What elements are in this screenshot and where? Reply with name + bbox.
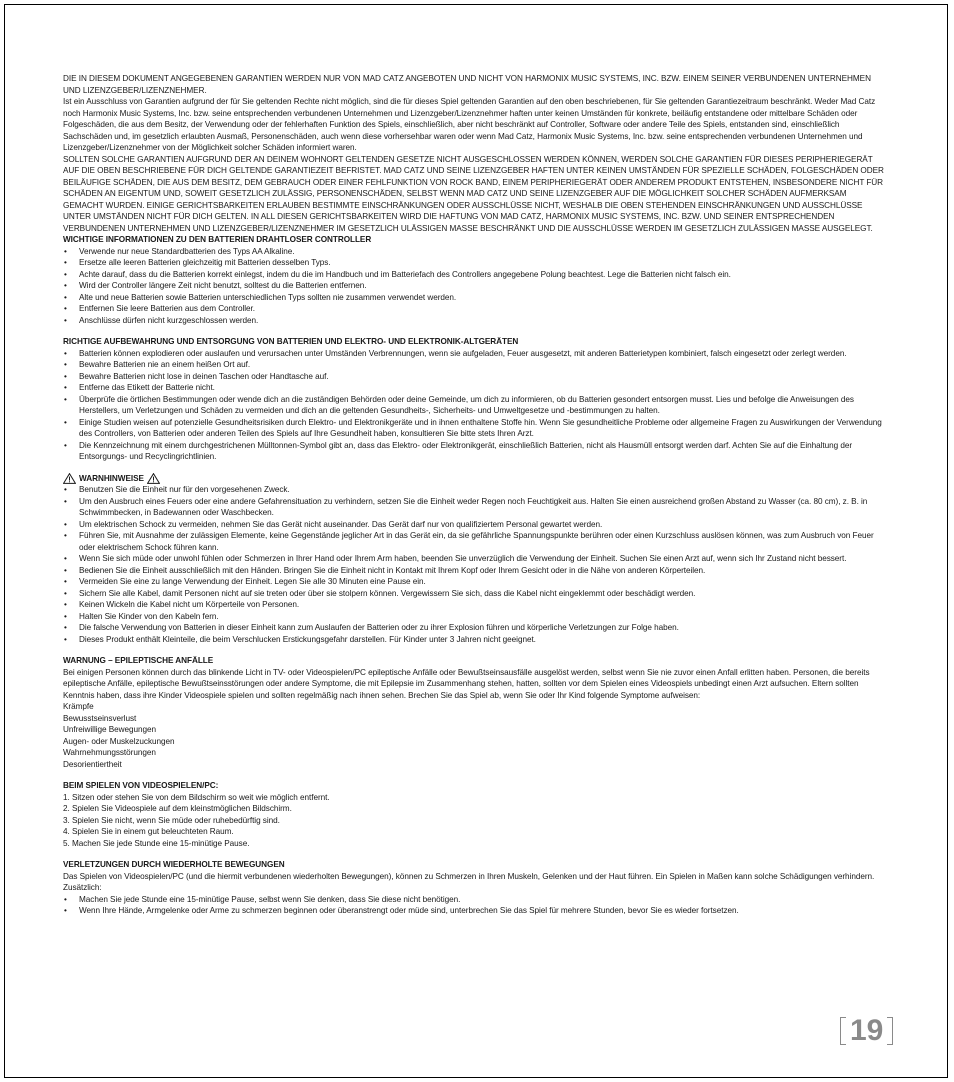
bracket-right xyxy=(887,1017,893,1045)
list-item: • Entfernen Sie leere Batterien aus dem Controller. xyxy=(63,303,889,315)
list-item: • Bewahre Batterien nicht lose in deinen Taschen oder Handtasche auf. xyxy=(63,371,889,383)
disposal-heading: RICHTIGE AUFBEWAHRUNG UND ENTSORGUNG VON BATTERIEN UND ELEKTRO- UND ELEKTRONIK-ALTGERÄTEN xyxy=(63,337,519,346)
warning-icon xyxy=(147,473,160,484)
intro-disclaimer: DIE IN DIESEM DOKUMENT ANGEGEBENEN GARANTIEN WERDEN NUR VON MAD CATZ ANGEBOTEN UND NICHT VON HARMONIX MUSIC SYSTEMS, INC. BZW. EINEM SEINER VERBUNDENEN UNTERNEHMEN UND LIZENZGEBER/LIZENZNEHMER. xyxy=(63,74,871,95)
repetitive-heading: VERLETZUNGEN DURCH WIEDERHOLTE BEWEGUNGEN xyxy=(63,860,285,869)
disposal-section xyxy=(63,336,889,463)
list-item: • Um den Ausbruch eines Feuers oder eine andere Gefahrensituation zu verhindern, setzen Sie die Einheit weder Regen noch Feuchtigkeit aus. Halten Sie einen ausreichend großen Abstand zu Wasser (ca. 80 cm), z. B. in Schwimmbecken, in Badewannen oder Waschbecken. xyxy=(63,496,889,519)
list-item: 3. Spielen Sie nicht, wenn Sie müde oder ruhebedürftig sind. xyxy=(63,815,280,825)
page-number xyxy=(840,1014,893,1048)
list-item: • Machen Sie jede Stunde eine 15-minütige Pause, selbst wenn Sie denken, dass Sie diese nicht benötigen. xyxy=(63,894,889,906)
epilepsy-text: Bei einigen Personen können durch das blinkende Licht in TV- oder Videospielen/PC epileptische Anfälle oder Bewußtseinsausfälle ausgelöst werden, selbst wenn Sie nie zuvor einen Anfall erlitten haben. Personen, die bereits epileptische Anfälle, epileptische Bewußtseinsstörungen oder andere Symptome, die mit Epilepsie im Zusammenhang stehen, hatten, sollten vor dem Spielen eines Videospiels unbedingt einen Arzt aufsuchen. Eltern sollten Kenntnis haben, dass ihre Kinder Videospiele spielen und sollten regelmäßig nach ihnen sehen. Brechen Sie das Spiel ab, wenn Sie oder Ihr Kind folgende Symptome aufweisen: xyxy=(63,667,870,700)
bracket-left xyxy=(840,1017,846,1045)
list-item: 5. Machen Sie jede Stunde eine 15-minütige Pause. xyxy=(63,838,250,848)
list-item: • Keinen Wickeln die Kabel nicht um Körperteile von Personen. xyxy=(63,599,889,611)
list-item: Krämpfe xyxy=(63,702,94,711)
list-item: • Wenn Sie sich müde oder unwohl fühlen oder Schmerzen in Ihrer Hand oder Ihrem Arm haben, beenden Sie unverzüglich die Verwendung der Einheit. Suchen Sie einen Arzt auf, wenn sich Ihr Zustand nicht bessert. xyxy=(63,553,889,565)
epilepsy-section xyxy=(63,655,889,770)
list-item: • Wird der Controller längere Zeit nicht benutzt, solltest du die Batterien entfernen. xyxy=(63,280,889,292)
list-item: • Vermeiden Sie eine zu lange Verwendung der Einheit. Legen Sie alle 30 Minuten eine Pause ein. xyxy=(63,576,889,588)
list-item: • Batterien können explodieren oder auslaufen und verursachen unter Umständen Verbrennungen, wenn sie aufgeladen, Feuer ausgesetzt, mit anderen Batterietypen kombiniert, falsch eingesetzt oder zerlegt werden. xyxy=(63,348,889,360)
list-item: • Führen Sie, mit Ausnahme der zulässigen Elemente, keine Gegenstände jeglicher Art in das Gerät ein, da sie gefährliche Spannungspunkte berühren oder einen Kurzschluss auslösen können, was zum Ausbruch von Feuer oder elektrischem Schock führen kann. xyxy=(63,530,889,553)
list-item: • Überprüfe die örtlichen Bestimmungen oder wende dich an die zuständigen Behörden oder deine Gemeinde, um dich zu informieren, ob du Batterien gesondert entsorgen musst. Lies und befolge die Anweisungen des Herstellers, um Verletzungen und Schäden zu vermeiden und dich an die geltenden Gesundheits-, Sicherheits- und Umweltgesetze und -bestimmungen zu halten. xyxy=(63,394,889,417)
list-item: • Um elektrischen Schock zu vermeiden, nehmen Sie das Gerät nicht auseinander. Das Gerät darf nur von qualifiziertem Personal gewartet werden. xyxy=(63,519,889,531)
repetitive-section xyxy=(63,859,889,917)
list-item: • Ersetze alle leeren Batterien gleichzeitig mit Batterien desselben Typs. xyxy=(63,257,889,269)
disposal-list xyxy=(63,348,889,463)
repetitive-text: Das Spielen von Videospielen/PC (und die hiermit verbundenen wiederholten Bewegungen), können zu Schmerzen in Ihren Muskeln, Gelenken und der Haut führen. Ein Spielen in Maßen kann solche Schädigungen verhindern. Zusätzlich: xyxy=(63,871,875,892)
list-item: • Verwende nur neue Standardbatterien des Typs AA Alkaline. xyxy=(63,246,889,258)
warnings-heading-row xyxy=(63,473,889,485)
list-item: • Bewahre Batterien nie an einem heißen Ort auf. xyxy=(63,359,889,371)
list-item: 2. Spielen Sie Videospiele auf dem kleinstmöglichen Bildschirm. xyxy=(63,804,292,813)
list-item: • Die Kennzeichnung mit einem durchgestrichenen Mülltonnen-Symbol gibt an, dass das Elektro- oder Elektronikgerät, einschließlich Batterien, nicht als Hausmüll entsorgt werden darf. Achten Sie auf die Einhaltung der Entsorgungs- und Recyclingrichtlinien. xyxy=(63,440,889,463)
page-number-text: 19 xyxy=(850,1014,884,1047)
list-item: • Entferne das Etikett der Batterie nicht. xyxy=(63,382,889,394)
list-item: • Die falsche Verwendung von Batterien in dieser Einheit kann zum Auslaufen der Batterien oder zu ihrer Explosion führen und körperliche Verletzungen zur Folge haben. xyxy=(63,622,889,634)
playing-heading: BEIM SPIELEN VON VIDEOSPIELEN/PC: xyxy=(63,781,219,790)
list-item: • Benutzen Sie die Einheit nur für den vorgesehenen Zweck. xyxy=(63,484,889,496)
list-item: • Halten Sie Kinder von den Kabeln fern. xyxy=(63,611,889,623)
epilepsy-heading: WARNUNG – EPILEPTISCHE ANFÄLLE xyxy=(63,656,214,665)
list-item: • Alte und neue Batterien sowie Batterien unterschiedlichen Typs sollten nie zusammen verwendet werden. xyxy=(63,292,889,304)
playing-section xyxy=(63,780,889,849)
list-item: • Dieses Produkt enthält Kleinteile, die beim Verschlucken Erstickungsgefahr darstellen. Für Kinder unter 3 Jahren nicht geeignet. xyxy=(63,634,889,646)
list-item: Desorientiertheit xyxy=(63,759,122,769)
playing-list xyxy=(63,792,889,850)
list-item: • Wenn Ihre Hände, Armgelenke oder Arme zu schmerzen beginnen oder überanstrengt oder müde sind, unterbrechen Sie das Spiel für mehrere Stunden, bevor Sie es wieder fortsetzen. xyxy=(63,905,889,917)
warnings-section xyxy=(63,473,889,646)
intro-liability: SOLLTEN SOLCHE GARANTIEN AUFGRUND DER AN DEINEM WOHNORT GELTENDEN GESETZE NICHT AUSGESCHLOSSEN WERDEN KÖNNEN, WERDEN SOLCHE GARANTIEN FÜR DIESES PERIPHERIEGERÄT AUF DIE OBEN BESCHRIEBENE FÜR DICH GELTENDE GARANTIEZEIT BEFRISTET. MAD CATZ UND SEINE LIZENZGEBER HAFTEN UNTER KEINEN UMSTÄNDEN FÜR SPEZIELLE SCHÄDEN, FOLGESCHÄDEN ODER BEILÄUFIGE SCHÄDEN, DIE AUS DEM BESITZ, DEM GEBRAUCH ODER EINER FEHLFUNKTION VON ROCK BAND, EINEM PERIPHERIEGERÄT ODER ANDEREM PRODUKT ENTSTEHEN, INSBESONDERE NICHT FÜR SCHÄDEN AN EIGENTUM UND, SOWEIT GESETZLICH ZULÄSSIG, PERSONENSCHÄDEN, SELBST WENN MAD CATZ UND SEINE LIZENZGEBER AUF DIE MÖGLICHKEIT SOLCHER SCHÄDEN AUFMERKSAM GEMACHT WURDEN. EINIGE GERICHTSBARKEITEN ERLAUBEN BESTIMMTE EINSCHRÄNKUNGEN ODER AUSSCHLÜSSE NICHT, WESHALB DIE OBEN STEHENDEN EINSCHRÄNKUNGEN UND AUSSCHLÜSSE UNTER UMSTÄNDEN NICHT FÜR DICH GELTEN. IN ALL DIESEN GERICHTSBARKEITEN WIRD DIE HAFTUNG VON MAD CATZ, HARMONIX MUSIC SYSTEMS, INC. BZW. UND SEINER ENTSPRECHENDEN VERBUNDENEN UNTERNEHMEN UND LIZENZGEBER/LIZENZNEHMER IM GESETZLICH ULÄSSIGEN MASSE BESCHRÄNKT UND DIE AUSSCHLÜSSE WERDEN IM GESETZLICH ZULÄSSIGEN MASSE AUSGELEGT. xyxy=(63,154,884,233)
list-item: Unfreiwillige Bewegungen xyxy=(63,725,157,734)
list-item: Bewusstseinsverlust xyxy=(63,713,137,723)
repetitive-list xyxy=(63,894,889,917)
list-item: 4. Spielen Sie in einem gut beleuchteten Raum. xyxy=(63,827,234,836)
list-item: • Bedienen Sie die Einheit ausschließlich mit den Händen. Bringen Sie die Einheit nicht in Kontakt mit Ihrem Kopf oder Ihrem Gesicht oder in die Nähe von anderen Körperteilen. xyxy=(63,565,889,577)
document-body xyxy=(63,73,889,927)
list-item: • Einige Studien weisen auf potenzielle Gesundheitsrisiken durch Elektro- und Elektronikgeräte und in ihnen enthaltene Stoffe hin. Wenn Sie gesundheitliche Probleme oder allgemeine Fragen zu Auswirkungen der Verwendung des Controllers, von Batterien oder anderen Teilen des Spiels auf Ihre Gesundheit haben, konsultieren Sie bitte stets Ihren Arzt. xyxy=(63,417,889,440)
list-item: Augen- oder Muskelzuckungen xyxy=(63,736,175,746)
list-item: • Anschlüsse dürfen nicht kurzgeschlossen werden. xyxy=(63,315,889,327)
battery-info-section xyxy=(63,234,889,326)
list-item: • Achte darauf, dass du die Batterien korrekt einlegst, indem du die im Handbuch und im Batteriefach des Controllers angegebene Polung beachtest. Lege die Batterien nicht falsch ein. xyxy=(63,269,889,281)
symptom-list xyxy=(63,701,889,770)
warnings-heading: WARNHINWEISE xyxy=(79,473,144,483)
intro-exclusion: Ist ein Ausschluss von Garantien aufgrund der für Sie geltenden Rechte nicht möglich, sind die für dieses Spiel geltenden Garantien auf den oben beschriebenen, für Sie geltenden Garantiezeitraum beschränkt. Weder Mad Catz noch Harmonix Music Systems, Inc. bzw. seine entsprechenden verbundenen Unternehmen und Lizenzgeber/Lizenznehmer haften unter keinen Umständen für konkrete, beiläufig entstandene oder mittelbare Schäden oder Folgeschäden, die aus dem Besitz, der Verwendung oder der fehlerhaften Funktion des Spiels, einschließlich, aber nicht beschränkt auf Controller, Software oder andere Teile des Spiels, entstanden sind, einschließlich Sachschäden und, im gesetzlich erlaubten Ausmaß, Personenschäden, auch wenn diese vorhersehbar waren oder wenn Mad Catz, Harmonix Music Systems, Inc. bzw. seine entsprechenden verbundenen Unternehmen und Lizenzgeber/Lizenznehmer von der Möglichkeit solcher Schäden informiert waren. xyxy=(63,97,876,152)
warnings-list xyxy=(63,484,889,645)
battery-info-heading: WICHTIGE INFORMATIONEN ZU DEN BATTERIEN DRAHTLOSER CONTROLLER xyxy=(63,235,372,244)
list-item: Wahrnehmungsstörungen xyxy=(63,748,156,757)
battery-info-list xyxy=(63,246,889,327)
list-item: 1. Sitzen oder stehen Sie von dem Bildschirm so weit wie möglich entfernt. xyxy=(63,792,330,802)
warning-icon xyxy=(63,473,76,484)
list-item: • Sichern Sie alle Kabel, damit Personen nicht auf sie treten oder über sie stolpern können. Vergewissern Sie sich, dass die Kabel nicht eingeklemmt oder beschädigt werden. xyxy=(63,588,889,600)
